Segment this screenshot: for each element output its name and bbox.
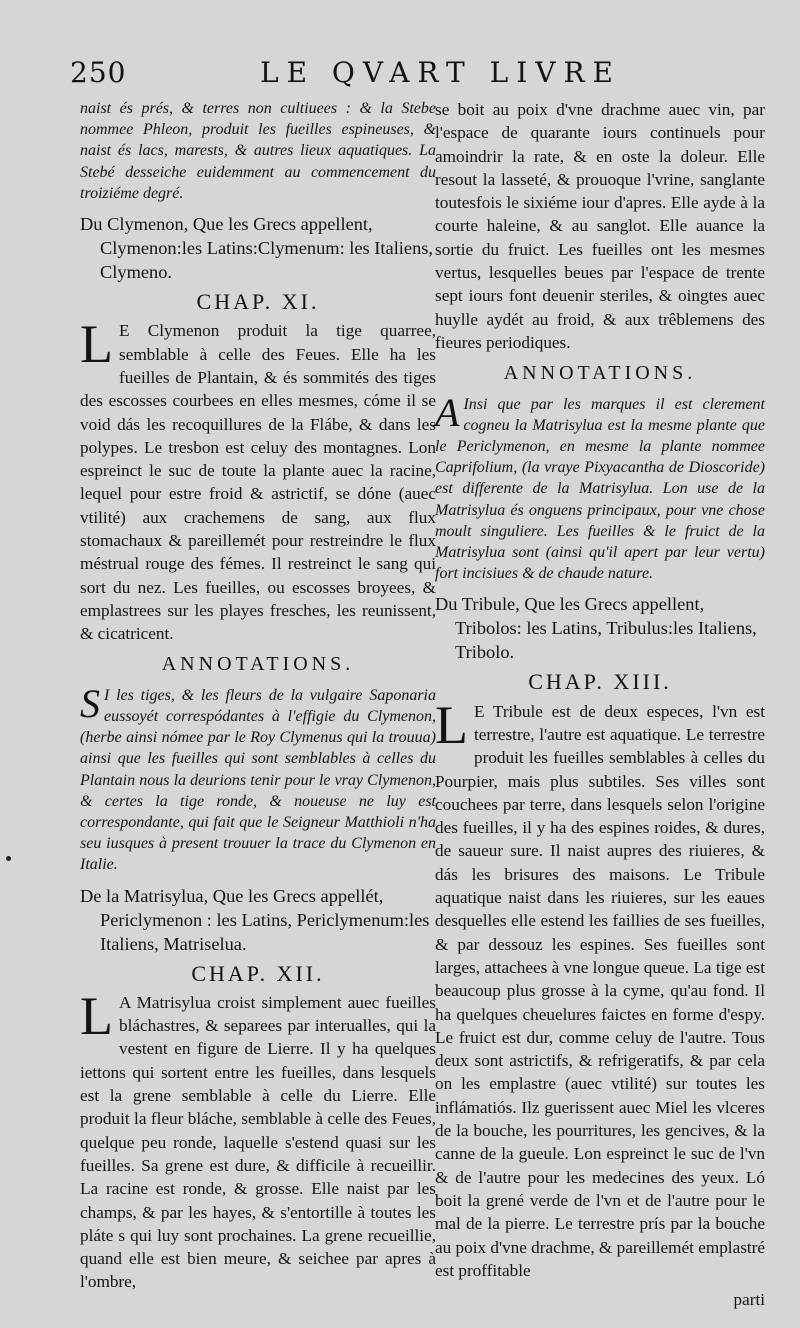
section-title-clymenon: Du Clymenon, Que les Grecs appellent, Clymenon:les Latins:Clymenum: les Italiens, Clymeno. — [80, 214, 434, 283]
margin-ink-dot — [6, 856, 11, 861]
chapter-xiii-text: E Tribule est de deux especes, l'vn est terrestre, l'autre est aquatique. Le terrestre produit les fueilles semblables à celles du Pourpier, mais plus subtiles. Ses villes sont couchees par terre, dans lesquels selon l'origine des fueilles, il y ha des espines roides, & dures, de saueur sure. Il naist aupres des riuieres, & dás les brisures des maisons. Le Tribule aquatique naist dans les riuieres, sur les eaues desquelles elle estend les faillies de ses fueilles, & par dessouz les espines. Ses fueilles sont larges, attachees à vne longue queue. La tige est beaucoup plus grosse à la cyme, qu'au fond. Il ha quelques cheuelures faictes en forme d'espy. Le fruict est dur, comme celuy de l'autre. Tous deux sont astrictifs, & refrigeratifs, & par cela on les emplastre (auec vtilité) sur toutes les inflámatiós. Ilz guerissent auec Miel les vlceres de la bouche, les pourritures, les gencives, & la canne de la gueule. Lon espreinct le suc de l'vn & de l'autre pour les medecines des yeux. Ló boit la grené verde de l'vn et de l'autre pour le mal de la pierre. Le terrestre prís par la bouche au poix d'vne drachme, & pareillemét emplastré est proffitable — [435, 701, 766, 1280]
catchword: parti — [733, 1290, 765, 1310]
page-number: 250 — [70, 56, 127, 89]
right-continuation-paragraph: se boit au poix d'vne drachme auec vin, par l'espace de quarante iours continuels pour amoindrir la rate, & en oste la doleur. Elle resout la lasseté, & prouoque l'vrine, sanglante toutesfois le sixiéme iour d'apres. Elle ayde à la courte haleine, & au sanglot. Elle auance la sortie du fruict. Les fueilles ont les mesmes vertus, lesquelles beues par l'espace de trente sept iours font deuenir steriles, & oingtes auec huylle aydét au froid, & aux trêblemens des fieures periodiques. — [435, 100, 765, 352]
annotations-2-body — [435, 389, 765, 585]
drop-cap-letter: L — [80, 314, 113, 375]
chapter-xi-text: E Clymenon produit la tige quarree, semblable à celle des Feues. Elle ha les fueilles de Plantain, & és sommités des tiges des escosses courbees en elles mesmes, cóme il se void dás les recoquillures de la Flábe, & dans les polypes. Le tresbon est celuy des montagnes. Lon espreinct le suc de toute la plante auec la racine, lequel pour estre froid & astrictif, se dóne (auec vtilité) aux crachemens de sang, aux flux stomachaux & pareillemét pour restreindre le flux méstrual rouge des fémes. Il restreinct le sang qui sort du nez. Les fueilles, ou escosses broyees, & emplastrees sur les playes fresches, les reunissent, & cicatricent. — [80, 321, 436, 644]
annotations-1-body — [80, 680, 436, 876]
right-column — [435, 98, 765, 1317]
annotations-2-text: Insi que par les marques il est clerement cogneu la Matrisylua est la mesme plante que le Periclymenon, en mesme la plante nommee Caprifolium, (la vraye Pixyacantha de Dioscoride) est differente de la Matrisylua. Lon use de la Matrisylua és onguens principaux, pour vne chose moult singuliere. Les fueilles & le fruict de la Matrisylua sont (ainsi qu'il apert par leur vertu) fort incisiues & de chaude nature. — [435, 395, 765, 583]
annotations-heading-1: ANNOTATIONS. — [161, 653, 355, 676]
chapter-heading-xiii: CHAP. XIII. — [528, 669, 672, 695]
left-continuation-paragraph: naist és prés, & terres non cultiuees : & la Stebe nommee Phleon, produit les fueilles espineuses, & naist és lacs, marests, & autres lieux aquatiques. La Stebé desseiche euidemment au commencement du troiziéme degré. — [80, 100, 436, 202]
drop-cap-letter: L — [80, 985, 113, 1046]
drop-cap-letter: S — [80, 680, 100, 726]
chapter-xiii-body — [435, 694, 766, 1282]
running-title: LE QVART LIVRE — [260, 56, 621, 89]
section-title-matrisylua: De la Matrisylua, Que les Grecs appellét, Periclymenon : les Latins, Periclymenum:les Italiens, Matriselua. — [80, 885, 430, 954]
section-title-tribule: Du Tribule, Que les Grecs appellent, Tribolos: les Latins, Tribulus:les Italiens, Tribolo. — [435, 594, 757, 663]
annotations-heading-2: ANNOTATIONS. — [503, 362, 697, 385]
chapter-xii-text: A Matrisylua croist simplement auec fueilles bláchastres, & separees par interualles, qui la vestent en figure de Lierre. Il y ha quelques iettons qui sortent entre les fueilles, dans lesquels est la grene semblable à celle du Lierre. Elle produit la fleur bláche, semblable à celle des Feues, quelque peu ronde, laquelle s'estend quasi sur les fueilles. Sa grene est dure, & difficile à recueillir. La racine est ronde, & grosse. Elle naist par les champs, & par les hayes, & s'entortille à toutes les pláte s qui luy sont prochaines. La grene recueillie, quand elle est bien meure, & seichee par apres à l'ombre, — [80, 992, 436, 1292]
drop-cap-letter: L — [435, 694, 468, 755]
chapter-xi-body — [80, 314, 436, 645]
annotations-1-text: I les tiges, & les fleurs de la vulgaire Saponaria eussoyét correspódantes à l'effigie du Clymenon, (herbe ainsi nómee par le Roy Clymenus qui la trouua) ainsi que les fueilles qui sont semblables à celles du Plantain nous la deurions tenir pour le vray Clymenon, & certes la tige ronde, & noueuse ne luy est correspondante, qui fait que le Seigneur Matthioli n'ha seu iusques à present trouuer la trace du Clymenon en Italie. — [80, 686, 436, 874]
page-header — [60, 56, 760, 92]
chapter-heading-xii: CHAP. XII. — [191, 960, 325, 986]
chapter-xii-body — [80, 985, 436, 1294]
chapter-heading-xi: CHAP. XI. — [196, 289, 320, 315]
left-column — [80, 98, 436, 1300]
drop-cap-letter: A — [435, 389, 460, 435]
